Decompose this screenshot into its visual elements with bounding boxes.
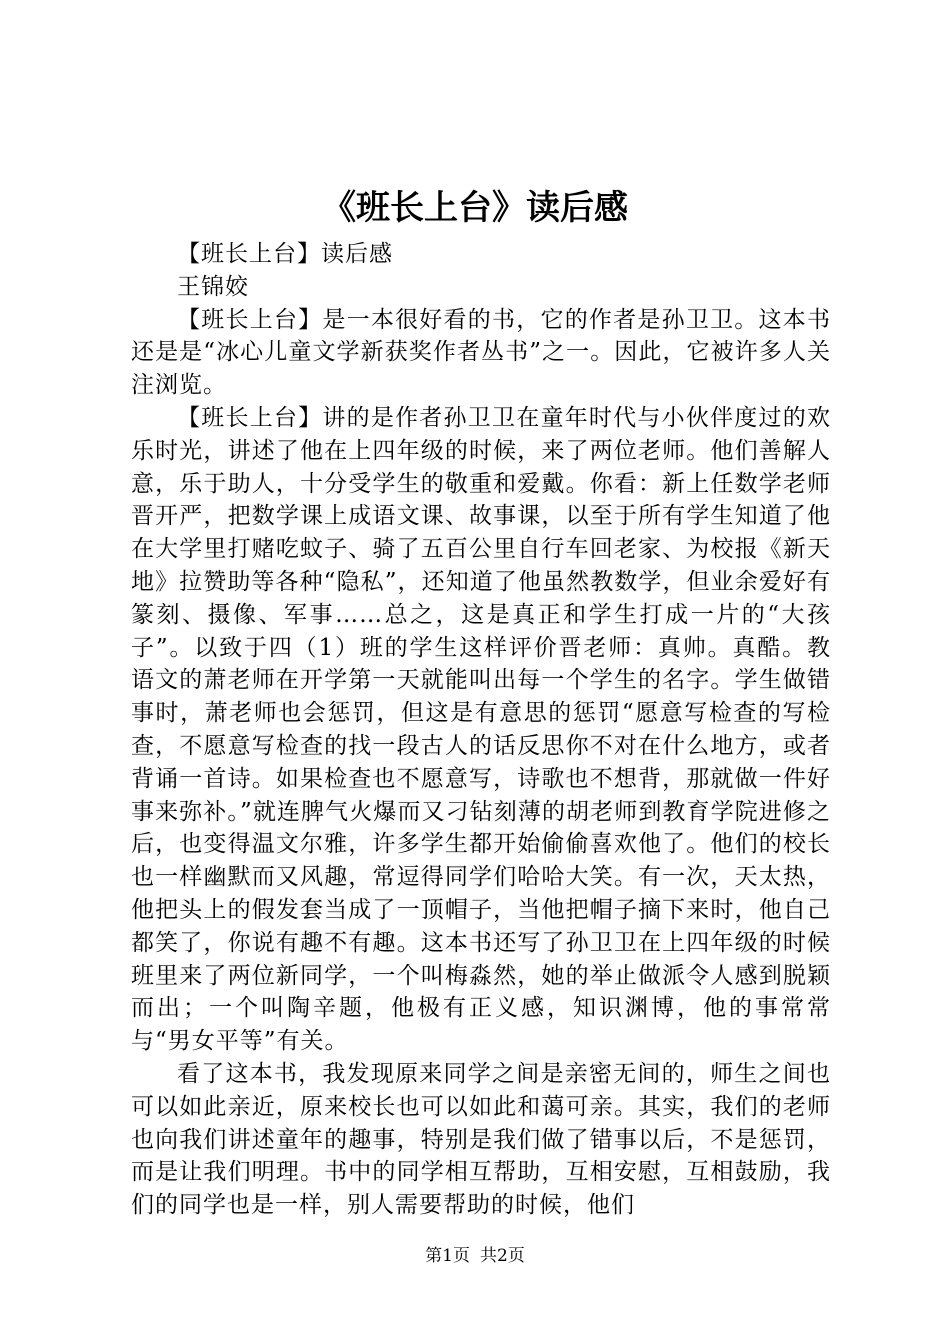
page-title: 《班长上台》读后感 xyxy=(322,188,628,228)
page-total: 共2页 xyxy=(480,1246,525,1266)
page-number: 第1页 xyxy=(425,1246,470,1266)
paragraph-3: 看了这本书，我发现原来同学之间是亲密无间的，师生之间也可以如此亲近，原来校长也可以如此和蔼可亲。其实，我们的老师也向我们讲述童年的趣事，特别是我们做了错事以后，不是惩罚，而是让我们明理。书中的同学相互帮助，互相安慰，互相鼓励，我们的同学也是一样，别人需要帮助的时候，他们 xyxy=(131,1060,831,1219)
paragraph-2: 【班长上台】讲的是作者孙卫卫在童年时代与小伙伴度过的欢乐时光，讲述了他在上四年级的时候，来了两位老师。他们善解人意，乐于助人，十分受学生的敬重和爱戴。你看：新上任数学老师晋开严，把数学课上成语文课、故事课，以至于所有学生知道了他在大学里打赌吃蚊子、骑了五百公里自行车回老家、为校报《新天地》拉赞助等各种“隐私”，还知道了他虽然教数学，但业余爱好有篆刻、摄像、军事……总之，这是真正和学生打成一片的“大孩子”。以致于四（1）班的学生这样评价晋老师：真帅。真酷。教语文的萧老师在开学第一天就能叫出每一个学生的名字。学生做错事时，萧老师也会惩罚，但这是有意思的惩罚“愿意写检查的写检查，不愿意写检查的找一段古人的话反思你不对在什么地方，或者背诵一首诗。如果检查也不愿意写，诗歌也不想背，那就做一件好事来弥补。”就连脾气火爆而又刁钻刻薄的胡老师到教育学院进修之后，也变得温文尔雅，许多学生都开始偷偷喜欢他了。他们的校长也一样幽默而又风趣，常逗得同学们哈哈大笑。有一次，天太热，他把头上的假发套当成了一顶帽子，当他把帽子摘下来时，他自己都笑了，你说有趣不有趣。这本书还写了孙卫卫在上四年级的时候班里来了两位新同学，一个叫梅淼然，她的举止做派令人感到脱颖而出；一个叫陶辛题，他极有正义感，知识渊博，他的事常常与“男女平等”有关。 xyxy=(131,404,831,1055)
author-name: 王锦姣 xyxy=(177,273,249,300)
paragraph-1: 【班长上台】是一本很好看的书，它的作者是孙卫卫。这本书还是是“冰心儿童文学新获奖作者丛书”之一。因此，它被许多人关注浏览。 xyxy=(131,306,831,399)
subtitle: 【班长上台】读后感 xyxy=(177,241,393,267)
page-footer xyxy=(0,1244,950,1268)
document-body xyxy=(131,238,831,1222)
